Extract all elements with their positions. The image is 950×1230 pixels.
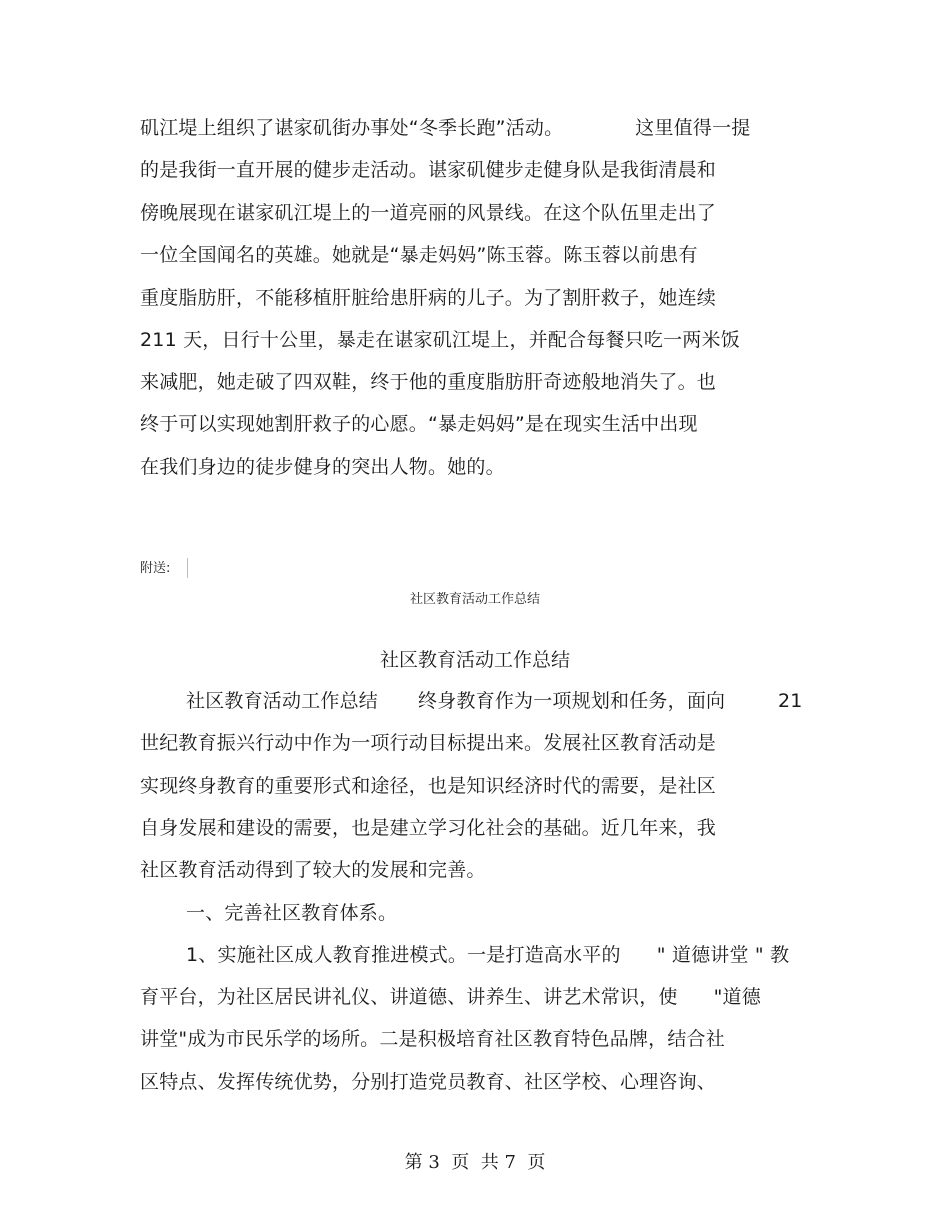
- paragraph-line: 自身发展和建设的需要，也是建立学习化社会的基础。近几年来，我: [140, 817, 717, 839]
- paragraph-line: 世纪教育振兴行动中作为一项行动目标提出来。发展社区教育活动是: [140, 732, 717, 754]
- paragraph-line: 一位全国闻名的英雄。她就是“暴走妈妈”陈玉蓉。陈玉蓉以前患有: [140, 244, 698, 266]
- paragraph-line: 在我们身边的徒步健身的突出人物。她的。: [140, 456, 505, 478]
- attachment-small-title: 社区教育活动工作总结: [409, 592, 540, 607]
- paragraph-line: [186, 689, 725, 713]
- paragraph-line: 讲堂"成为市民乐学的场所。二是积极培育社区教育特色品牌，结合社: [140, 1028, 725, 1050]
- text-run: 社区教育活动工作总结: [186, 690, 379, 712]
- paragraph-line: 社区教育活动得到了较大的发展和完善。: [140, 859, 486, 881]
- text-run: 育平台，为社区居民讲礼仪、讲道德、讲养生、讲艺术常识，使: [140, 986, 678, 1008]
- text-run: " 道德讲堂 " 教: [656, 944, 790, 966]
- page-title: 社区教育活动工作总结: [379, 649, 570, 671]
- paragraph-line: 的是我街一直开展的健步走活动。谌家矶健步走健身队是我街清晨和: [140, 159, 717, 181]
- attachment-label: 附送:: [140, 561, 171, 576]
- paragraph-line: 区特点、发挥传统优势，分别打造党员教育、社区学校、心理咨询、: [140, 1071, 717, 1093]
- text-run: 终身教育作为一项规划和任务，面向: [418, 690, 726, 712]
- divider: [187, 558, 188, 578]
- page-number: 第 3 页 共 7 页: [404, 1152, 546, 1173]
- text-run: 1、实施社区成人教育推进模式。一是打造高水平的: [186, 944, 621, 966]
- paragraph-line: 终于可以实现她割肝救子的心愿。“暴走妈妈”是在现实生活中出现: [140, 413, 698, 435]
- paragraph-line: 实现终身教育的重要形式和途径，也是知识经济时代的需要，是社区: [140, 775, 717, 797]
- paragraph-line: 211 天，日行十公里，暴走在谌家矶江堤上，并配合每餐只吃一两米饭: [140, 329, 740, 351]
- text-run: 21: [778, 690, 803, 712]
- paragraph-line: 傍晚展现在谌家矶江堤上的一道亮丽的风景线。在这个队伍里走出了: [140, 202, 717, 224]
- section-heading: 一、完善社区教育体系。: [186, 902, 398, 924]
- text-run: 矶江堤上组织了谌家矶街办事处“冬季长跑”活动。: [140, 117, 564, 139]
- paragraph-line: 来减肥，她走破了四双鞋，终于他的重度脂肪肝奇迹般地消失了。也: [140, 371, 717, 393]
- paragraph-line: [140, 985, 761, 1009]
- text-run: "道德: [713, 986, 761, 1008]
- paragraph-line: [140, 116, 751, 140]
- paragraph-line: 重度脂肪肝，不能移植肝脏给患肝病的儿子。为了割肝救子，她连续: [140, 287, 717, 309]
- text-run: 这里值得一提: [635, 117, 751, 139]
- paragraph-line: [186, 943, 789, 967]
